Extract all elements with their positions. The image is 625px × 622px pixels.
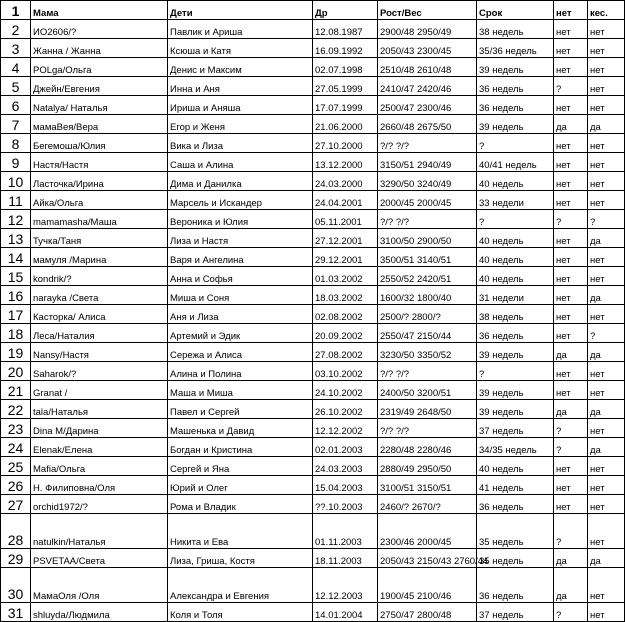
cell-dr[interactable]: 27.05.1999 [313, 77, 378, 96]
cell-srok[interactable]: 36 недель [477, 324, 554, 343]
cell-kes[interactable]: нет [588, 39, 625, 58]
cell-net[interactable]: ? [554, 210, 588, 229]
row-number-cell[interactable]: 24 [1, 438, 31, 457]
table-row [1, 58, 625, 77]
cell-deti[interactable]: Алина и Полина [168, 362, 313, 381]
cell-net[interactable]: нет [554, 191, 588, 210]
cell-kes[interactable]: нет [588, 476, 625, 495]
cell-rost[interactable]: 2550/47 2150/44 [378, 324, 477, 343]
cell-kes[interactable]: нет [588, 514, 625, 549]
cell-dr[interactable]: 27.10.2000 [313, 134, 378, 153]
cell-rost[interactable]: 2460/? 2670/? [378, 495, 477, 514]
table-body [1, 1, 625, 622]
cell-dr[interactable]: 15.04.2003 [313, 476, 378, 495]
cell-kes[interactable]: да [588, 343, 625, 362]
cell-kes[interactable]: да [588, 286, 625, 305]
row-number-cell[interactable]: 29 [1, 549, 31, 568]
cell-srok[interactable]: 35 недель [477, 549, 554, 568]
header-rost[interactable]: Рост/Вес [378, 1, 477, 20]
cell-net[interactable]: нет [554, 134, 588, 153]
table-row [1, 115, 625, 134]
cell-srok[interactable]: 37 недель [477, 419, 554, 438]
cell-rost[interactable]: 3100/50 2900/50 [378, 229, 477, 248]
cell-dr[interactable]: 21.06.2000 [313, 115, 378, 134]
cell-mama[interactable]: ИО2606/? [31, 20, 168, 39]
table-row [1, 400, 625, 419]
cell-net[interactable]: нет [554, 172, 588, 191]
row-number-cell[interactable]: 26 [1, 476, 31, 495]
cell-net[interactable]: нет [554, 267, 588, 286]
row-number-cell[interactable]: 22 [1, 400, 31, 419]
cell-deti[interactable]: Аня и Лиза [168, 305, 313, 324]
table-row [1, 191, 625, 210]
cell-srok[interactable]: 35/36 недель [477, 39, 554, 58]
cell-mama[interactable]: Жанна / Жанна [31, 39, 168, 58]
cell-kes[interactable]: нет [588, 58, 625, 77]
cell-srok[interactable]: 41 недель [477, 476, 554, 495]
cell-dr[interactable]: 14.01.2004 [313, 603, 378, 622]
table-row [1, 419, 625, 438]
cell-srok[interactable]: 40/41 недель [477, 153, 554, 172]
header-deti[interactable]: Дети [168, 1, 313, 20]
cell-dr[interactable]: 13.12.2000 [313, 153, 378, 172]
cell-mama[interactable]: Granat / [31, 381, 168, 400]
row-number-cell[interactable]: 20 [1, 362, 31, 381]
cell-rost[interactable]: 2050/43 2150/43 2760/44 [378, 549, 477, 568]
cell-kes[interactable]: нет [588, 267, 625, 286]
cell-rost[interactable]: 3500/51 3140/51 [378, 248, 477, 267]
cell-rost[interactable]: 3290/50 3240/49 [378, 172, 477, 191]
cell-mama[interactable]: narayka /Света [31, 286, 168, 305]
cell-mama[interactable]: Тучка/Таня [31, 229, 168, 248]
row-number-cell[interactable]: 17 [1, 305, 31, 324]
cell-deti[interactable]: Павлик и Ариша [168, 20, 313, 39]
table-row [1, 77, 625, 96]
cell-mama[interactable]: kondrik/? [31, 267, 168, 286]
cell-srok[interactable]: 40 недель [477, 248, 554, 267]
cell-net[interactable]: ? [554, 438, 588, 457]
cell-rost[interactable]: 2550/52 2420/51 [378, 267, 477, 286]
cell-mama[interactable]: Бегемоша/Юлия [31, 134, 168, 153]
cell-rost[interactable]: 2880/49 2950/50 [378, 457, 477, 476]
cell-kes[interactable]: нет [588, 77, 625, 96]
cell-rost[interactable]: 2660/48 2675/50 [378, 115, 477, 134]
cell-deti[interactable]: Анна и Софья [168, 267, 313, 286]
cell-mama[interactable]: Касторка/ Алиса [31, 305, 168, 324]
cell-kes[interactable]: нет [588, 457, 625, 476]
cell-mama[interactable]: Леса/Наталия [31, 324, 168, 343]
cell-rost[interactable]: 2510/48 2610/48 [378, 58, 477, 77]
cell-net[interactable]: да [554, 400, 588, 419]
cell-srok[interactable]: 39 недель [477, 115, 554, 134]
table-row [1, 134, 625, 153]
cell-rost[interactable]: ?/? ?/? [378, 134, 477, 153]
cell-srok[interactable]: ? [477, 210, 554, 229]
cell-deti[interactable]: Богдан и Кристина [168, 438, 313, 457]
cell-deti[interactable]: Саша и Алина [168, 153, 313, 172]
cell-mama[interactable]: МамаОля /Оля [31, 568, 168, 603]
row-number-cell[interactable]: 13 [1, 229, 31, 248]
cell-mama[interactable]: мамуля /Марина [31, 248, 168, 267]
cell-net[interactable]: нет [554, 39, 588, 58]
cell-dr[interactable]: 27.12.2001 [313, 229, 378, 248]
cell-mama[interactable]: Natalya/ Наталья [31, 96, 168, 115]
cell-kes[interactable]: нет [588, 419, 625, 438]
cell-deti[interactable]: Лиза и Настя [168, 229, 313, 248]
cell-deti[interactable]: Сережа и Алиса [168, 343, 313, 362]
row-number-cell[interactable]: 2 [1, 20, 31, 39]
cell-mama[interactable]: orchid1972/? [31, 495, 168, 514]
cell-rost[interactable]: 2300/46 2000/45 [378, 514, 477, 549]
table-row [1, 20, 625, 39]
cell-srok[interactable]: 38 недель [477, 20, 554, 39]
cell-deti[interactable]: Маша и Миша [168, 381, 313, 400]
cell-kes[interactable]: нет [588, 603, 625, 622]
header-mama[interactable]: Мама [31, 1, 168, 20]
header-net[interactable]: нет [554, 1, 588, 20]
cell-dr[interactable]: 01.03.2002 [313, 267, 378, 286]
cell-rost[interactable]: ?/? ?/? [378, 419, 477, 438]
cell-rost[interactable]: ?/? ?/? [378, 362, 477, 381]
cell-net[interactable]: ? [554, 514, 588, 549]
cell-srok[interactable]: 34/35 недель [477, 438, 554, 457]
row-number-cell[interactable]: 23 [1, 419, 31, 438]
cell-net[interactable]: нет [554, 457, 588, 476]
row-number-cell[interactable]: 6 [1, 96, 31, 115]
header-row [1, 1, 625, 20]
cell-mama[interactable]: Nansy/Настя [31, 343, 168, 362]
cell-net[interactable]: нет [554, 362, 588, 381]
cell-net[interactable]: нет [554, 381, 588, 400]
cell-deti[interactable]: Сергей и Яна [168, 457, 313, 476]
table-row [1, 96, 625, 115]
cell-mama[interactable]: natulkin/Наталья [31, 514, 168, 549]
cell-rost[interactable]: 3150/51 2940/49 [378, 153, 477, 172]
table-row [1, 514, 625, 549]
cell-deti[interactable]: Егор и Женя [168, 115, 313, 134]
row-number-cell[interactable]: 25 [1, 457, 31, 476]
cell-dr[interactable]: 18.03.2002 [313, 286, 378, 305]
cell-dr[interactable]: 02.08.2002 [313, 305, 378, 324]
cell-dr[interactable]: 20.09.2002 [313, 324, 378, 343]
cell-net[interactable]: нет [554, 58, 588, 77]
cell-srok[interactable]: 35 недель [477, 514, 554, 549]
cell-dr[interactable]: ??.10.2003 [313, 495, 378, 514]
cell-rost[interactable]: 2500/? 2800/? [378, 305, 477, 324]
cell-deti[interactable]: Павел и Сергей [168, 400, 313, 419]
cell-srok[interactable]: 40 недель [477, 457, 554, 476]
cell-rost[interactable]: 1900/45 2100/46 [378, 568, 477, 603]
row-number-cell[interactable]: 14 [1, 248, 31, 267]
table-row [1, 603, 625, 622]
cell-dr[interactable]: 12.12.2002 [313, 419, 378, 438]
row-number-cell[interactable]: 11 [1, 191, 31, 210]
cell-dr[interactable]: 26.10.2002 [313, 400, 378, 419]
cell-net[interactable]: ? [554, 419, 588, 438]
cell-kes[interactable]: да [588, 400, 625, 419]
cell-mama[interactable]: shluyda/Людмила [31, 603, 168, 622]
cell-net[interactable]: нет [554, 153, 588, 172]
table-row [1, 39, 625, 58]
cell-deti[interactable]: Ириша и Аняша [168, 96, 313, 115]
cell-kes[interactable]: нет [588, 20, 625, 39]
cell-rost[interactable]: 3230/50 3350/52 [378, 343, 477, 362]
header-dr[interactable]: Др [313, 1, 378, 20]
cell-deti[interactable]: Лиза, Гриша, Костя [168, 549, 313, 568]
cell-net[interactable]: нет [554, 495, 588, 514]
table-row [1, 229, 625, 248]
cell-srok[interactable]: 31 недели [477, 286, 554, 305]
header-kes[interactable]: кес. [588, 1, 625, 20]
cell-mama[interactable]: Ласточка/Ирина [31, 172, 168, 191]
cell-srok[interactable]: 37 недель [477, 603, 554, 622]
cell-deti[interactable]: Денис и Максим [168, 58, 313, 77]
cell-dr[interactable]: 12.08.1987 [313, 20, 378, 39]
cell-rost[interactable]: 2750/47 2800/48 [378, 603, 477, 622]
row-number-cell[interactable]: 18 [1, 324, 31, 343]
cell-dr[interactable]: 18.11.2003 [313, 549, 378, 568]
cell-mama[interactable]: Айка/Ольга [31, 191, 168, 210]
cell-kes[interactable]: ? [588, 324, 625, 343]
cell-rost[interactable]: 2000/45 2000/45 [378, 191, 477, 210]
cell-kes[interactable]: нет [588, 96, 625, 115]
cell-mama[interactable]: Elenak/Елена [31, 438, 168, 457]
row-number-cell[interactable]: 27 [1, 495, 31, 514]
cell-dr[interactable]: 17.07.1999 [313, 96, 378, 115]
row-number-cell[interactable]: 16 [1, 286, 31, 305]
cell-net[interactable]: нет [554, 96, 588, 115]
table-row [1, 324, 625, 343]
cell-srok[interactable]: 39 недель [477, 381, 554, 400]
cell-kes[interactable]: нет [588, 362, 625, 381]
cell-kes[interactable]: нет [588, 568, 625, 603]
cell-srok[interactable]: 36 недель [477, 495, 554, 514]
table-row [1, 476, 625, 495]
cell-kes[interactable]: нет [588, 153, 625, 172]
header-srok[interactable]: Срок [477, 1, 554, 20]
cell-srok[interactable]: 40 недель [477, 229, 554, 248]
row-number-cell[interactable]: 7 [1, 115, 31, 134]
row-number-cell[interactable]: 15 [1, 267, 31, 286]
row-number-cell[interactable]: 21 [1, 381, 31, 400]
cell-mama[interactable]: PSVETAA/Света [31, 549, 168, 568]
cell-kes[interactable]: нет [588, 305, 625, 324]
cell-mama[interactable]: Saharok/? [31, 362, 168, 381]
cell-mama[interactable]: Mafia/Ольга [31, 457, 168, 476]
cell-deti[interactable]: Дима и Данилка [168, 172, 313, 191]
table-row [1, 286, 625, 305]
cell-net[interactable]: да [554, 568, 588, 603]
cell-srok[interactable]: 38 недель [477, 305, 554, 324]
cell-deti[interactable]: Коля и Толя [168, 603, 313, 622]
table-row [1, 248, 625, 267]
cell-net[interactable]: нет [554, 476, 588, 495]
cell-mama[interactable]: Джейн/Евгения [31, 77, 168, 96]
cell-rost[interactable]: 1600/32 1800/40 [378, 286, 477, 305]
row-number-cell[interactable]: 31 [1, 603, 31, 622]
cell-dr[interactable]: 01.11.2003 [313, 514, 378, 549]
cell-deti[interactable]: Варя и Ангелина [168, 248, 313, 267]
table-row [1, 267, 625, 286]
cell-rost[interactable]: 2410/47 2420/46 [378, 77, 477, 96]
table-row [1, 568, 625, 603]
cell-srok[interactable]: 36 недель [477, 77, 554, 96]
table-row [1, 305, 625, 324]
cell-srok[interactable]: ? [477, 134, 554, 153]
cell-mama[interactable]: mamamasha/Маша [31, 210, 168, 229]
cell-dr[interactable]: 02.01.2003 [313, 438, 378, 457]
cell-net[interactable]: да [554, 343, 588, 362]
row-number-cell[interactable]: 3 [1, 39, 31, 58]
cell-rost[interactable]: 2500/47 2300/46 [378, 96, 477, 115]
cell-kes[interactable]: ? [588, 210, 625, 229]
cell-rost[interactable]: ?/? ?/? [378, 210, 477, 229]
cell-dr[interactable]: 24.04.2001 [313, 191, 378, 210]
cell-rost[interactable]: 3100/51 3150/51 [378, 476, 477, 495]
row-number-cell[interactable]: 4 [1, 58, 31, 77]
cell-mama[interactable]: мамаВея/Вера [31, 115, 168, 134]
cell-net[interactable]: нет [554, 248, 588, 267]
cell-kes[interactable]: нет [588, 248, 625, 267]
cell-dr[interactable]: 29.12.2001 [313, 248, 378, 267]
cell-srok[interactable]: ? [477, 362, 554, 381]
row-number-cell[interactable]: 5 [1, 77, 31, 96]
cell-dr[interactable]: 05.11.2001 [313, 210, 378, 229]
table-row [1, 549, 625, 568]
cell-srok[interactable]: 40 недель [477, 267, 554, 286]
cell-rost[interactable]: 2050/43 2300/45 [378, 39, 477, 58]
cell-dr[interactable]: 12.12.2003 [313, 568, 378, 603]
cell-deti[interactable]: Марсель и Искандер [168, 191, 313, 210]
cell-mama[interactable]: Настя/Настя [31, 153, 168, 172]
cell-kes[interactable]: нет [588, 172, 625, 191]
cell-net[interactable]: нет [554, 20, 588, 39]
cell-mama[interactable]: tala/Наталья [31, 400, 168, 419]
row-number-cell[interactable]: 12 [1, 210, 31, 229]
cell-deti[interactable]: Миша и Соня [168, 286, 313, 305]
cell-net[interactable]: нет [554, 305, 588, 324]
cell-net[interactable]: нет [554, 286, 588, 305]
table-row [1, 153, 625, 172]
cell-srok[interactable]: 39 недель [477, 400, 554, 419]
cell-srok[interactable]: 36 недель [477, 568, 554, 603]
row-number-cell[interactable]: 28 [1, 514, 31, 549]
cell-kes[interactable]: нет [588, 495, 625, 514]
table-row [1, 343, 625, 362]
table-row [1, 457, 625, 476]
cell-rost[interactable]: 2400/50 3200/51 [378, 381, 477, 400]
cell-deti[interactable]: Машенька и Давид [168, 419, 313, 438]
cell-net[interactable]: да [554, 115, 588, 134]
cell-deti[interactable]: Инна и Аня [168, 77, 313, 96]
cell-dr[interactable]: 24.03.2003 [313, 457, 378, 476]
cell-kes[interactable]: да [588, 229, 625, 248]
cell-deti[interactable]: Ксюша и Катя [168, 39, 313, 58]
cell-kes[interactable]: нет [588, 191, 625, 210]
cell-deti[interactable]: Вика и Лиза [168, 134, 313, 153]
cell-deti[interactable]: Вероника и Юлия [168, 210, 313, 229]
cell-srok[interactable]: 33 недели [477, 191, 554, 210]
cell-deti[interactable]: Александра и Евгения [168, 568, 313, 603]
cell-srok[interactable]: 39 недель [477, 343, 554, 362]
cell-mama[interactable]: Dina M/Дарина [31, 419, 168, 438]
table-row [1, 210, 625, 229]
cell-deti[interactable]: Рома и Владик [168, 495, 313, 514]
cell-rost[interactable]: 2900/48 2950/49 [378, 20, 477, 39]
cell-kes[interactable]: нет [588, 134, 625, 153]
cell-mama[interactable]: POLga/Ольга [31, 58, 168, 77]
row-number-cell[interactable]: 30 [1, 568, 31, 603]
cell-dr[interactable]: 03.10.2002 [313, 362, 378, 381]
table-row [1, 362, 625, 381]
cell-dr[interactable]: 16.09.1992 [313, 39, 378, 58]
cell-kes[interactable]: да [588, 438, 625, 457]
cell-kes[interactable]: да [588, 115, 625, 134]
cell-mama[interactable]: Н. Филиповна/Оля [31, 476, 168, 495]
cell-net[interactable]: ? [554, 77, 588, 96]
cell-deti[interactable]: Юрий и Олег [168, 476, 313, 495]
cell-srok[interactable]: 40 недель [477, 172, 554, 191]
cell-kes[interactable]: да [588, 549, 625, 568]
row-number-cell[interactable]: 10 [1, 172, 31, 191]
cell-deti[interactable]: Артемий и Эдик [168, 324, 313, 343]
cell-kes[interactable]: нет [588, 381, 625, 400]
cell-net[interactable]: нет [554, 229, 588, 248]
table-row [1, 381, 625, 400]
row-number-cell[interactable]: 19 [1, 343, 31, 362]
cell-rost[interactable]: 2280/48 2280/46 [378, 438, 477, 457]
cell-dr[interactable]: 02.07.1998 [313, 58, 378, 77]
cell-net[interactable]: да [554, 549, 588, 568]
table-row [1, 172, 625, 191]
row-number-cell[interactable]: 1 [1, 1, 31, 20]
cell-dr[interactable]: 24.10.2002 [313, 381, 378, 400]
cell-net[interactable]: нет [554, 324, 588, 343]
row-number-cell[interactable]: 9 [1, 153, 31, 172]
cell-dr[interactable]: 24.03.2000 [313, 172, 378, 191]
cell-rost[interactable]: 2319/49 2648/50 [378, 400, 477, 419]
table-row [1, 495, 625, 514]
cell-dr[interactable]: 27.08.2002 [313, 343, 378, 362]
cell-srok[interactable]: 39 недель [477, 58, 554, 77]
cell-deti[interactable]: Никита и Ева [168, 514, 313, 549]
cell-srok[interactable]: 36 недель [477, 96, 554, 115]
cell-net[interactable]: ? [554, 603, 588, 622]
table-row [1, 438, 625, 457]
row-number-cell[interactable]: 8 [1, 134, 31, 153]
